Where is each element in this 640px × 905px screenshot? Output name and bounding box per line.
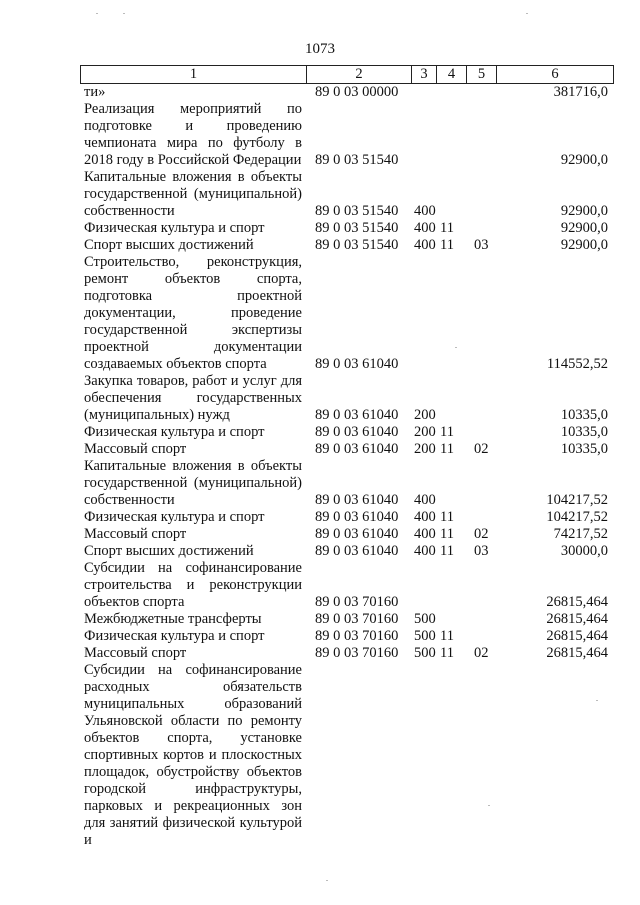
row-col3: 400	[414, 237, 436, 253]
row-col5: 03	[474, 543, 489, 559]
row-sum: 104217,52	[546, 509, 608, 525]
row-code: 89 0 03 51540	[315, 152, 399, 168]
row-sum: 30000,0	[560, 543, 608, 559]
table-header	[80, 65, 614, 84]
table-row	[80, 458, 614, 509]
scan-speck	[488, 805, 490, 806]
row-col4: 11	[440, 220, 454, 236]
row-col5: 02	[474, 441, 489, 457]
row-code: 89 0 03 51540	[315, 237, 399, 253]
scan-speck	[596, 700, 598, 701]
table-row	[80, 662, 614, 849]
scan-speck	[455, 347, 457, 348]
row-col4: 11	[440, 543, 454, 559]
row-name: Физическая культура и спорт	[84, 628, 265, 644]
table-row	[80, 237, 614, 254]
column-header-4: 4	[436, 66, 466, 83]
scan-speck	[526, 13, 528, 14]
row-col3: 500	[414, 645, 436, 661]
row-name: Физическая культура и спорт	[84, 424, 265, 440]
row-name: Физическая культура и спорт	[84, 509, 265, 525]
row-name: Массовый спорт	[84, 645, 187, 661]
row-col3: 200	[414, 441, 436, 457]
row-col4: 11	[440, 237, 454, 253]
row-col3: 400	[414, 203, 436, 219]
row-sum: 10335,0	[560, 424, 608, 440]
scan-speck	[123, 13, 125, 14]
scan-speck	[96, 13, 98, 14]
table-row	[80, 560, 614, 611]
row-code: 89 0 03 61040	[315, 526, 399, 542]
row-col4: 11	[440, 645, 454, 661]
row-sum: 92900,0	[560, 152, 608, 168]
column-header-2: 2	[306, 66, 411, 83]
row-code: 89 0 03 51540	[315, 203, 399, 219]
row-col4: 11	[440, 509, 454, 525]
row-col3: 400	[414, 526, 436, 542]
table-row	[80, 645, 614, 662]
column-header-5: 5	[466, 66, 496, 83]
row-name: Массовый спорт	[84, 441, 187, 457]
row-name: Субсидии на софинансирование расходных обязательств муниципальных образований Ульяновской области по ремонту объектов спорта, установке спортивных кортов и плоскостных площадок, обустройству объектов городской инфраструктуры, парковых и рекреационных зон для занятий физической культурой и	[84, 662, 302, 848]
row-sum: 92900,0	[560, 237, 608, 253]
row-code: 89 0 03 61040	[315, 441, 399, 457]
row-name: Капитальные вложения в объекты государственной (муниципальной) собственности	[84, 458, 302, 508]
column-header-1: 1	[189, 66, 198, 82]
row-code: 89 0 03 61040	[315, 407, 399, 423]
row-col4: 11	[440, 441, 454, 457]
table-row	[80, 441, 614, 458]
row-sum: 26815,464	[546, 628, 608, 644]
row-code: 89 0 03 70160	[315, 611, 399, 627]
table-row	[80, 628, 614, 645]
table-row	[80, 373, 614, 424]
row-name: Субсидии на софинансирование строительства и реконструкции объектов спорта	[84, 560, 302, 610]
table-row	[80, 611, 614, 628]
row-name: Капитальные вложения в объекты государственной (муниципальной) собственности	[84, 169, 302, 219]
row-code: 89 0 03 61040	[315, 356, 399, 372]
row-name: Строительство, реконструкция, ремонт объектов спорта, подготовка проектной документации, проведение государственной экспертизы проектной документации создаваемых объектов спорта	[84, 254, 302, 372]
row-col3: 500	[414, 611, 436, 627]
row-col3: 500	[414, 628, 436, 644]
row-col3: 400	[414, 220, 436, 236]
row-sum: 104217,52	[546, 492, 608, 508]
column-header-3: 3	[411, 66, 436, 83]
budget-table-body	[80, 84, 614, 849]
row-sum: 26815,464	[546, 611, 608, 627]
row-col3: 400	[414, 543, 436, 559]
row-sum: 92900,0	[560, 220, 608, 236]
row-col3: 400	[414, 492, 436, 508]
row-code: 89 0 03 70160	[315, 645, 399, 661]
row-col4: 11	[440, 526, 454, 542]
row-code: 89 0 03 70160	[315, 628, 399, 644]
table-row	[80, 509, 614, 526]
row-name: Межбюджетные трансферты	[84, 611, 262, 627]
row-name: ти»	[84, 84, 106, 100]
table-row	[80, 101, 614, 169]
row-sum: 26815,464	[546, 594, 608, 610]
row-sum: 26815,464	[546, 645, 608, 661]
row-sum: 92900,0	[560, 203, 608, 219]
row-col5: 03	[474, 237, 489, 253]
table-row	[80, 424, 614, 441]
row-name: Спорт высших достижений	[84, 237, 254, 253]
row-sum: 74217,52	[553, 526, 608, 542]
row-code: 89 0 03 51540	[315, 220, 399, 236]
row-col3: 200	[414, 424, 436, 440]
row-code: 89 0 03 61040	[315, 492, 399, 508]
table-row	[80, 169, 614, 220]
row-col3: 400	[414, 509, 436, 525]
scan-speck	[326, 880, 328, 881]
row-code: 89 0 03 61040	[315, 424, 399, 440]
row-name: Массовый спорт	[84, 526, 187, 542]
table-row	[80, 254, 614, 373]
row-col4: 11	[440, 628, 454, 644]
table-row	[80, 84, 614, 101]
table-row	[80, 543, 614, 560]
row-code: 89 0 03 70160	[315, 594, 399, 610]
row-code: 89 0 03 61040	[315, 509, 399, 525]
table-row	[80, 526, 614, 543]
row-sum: 114552,52	[546, 356, 608, 372]
table-row	[80, 220, 614, 237]
row-code: 89 0 03 00000	[315, 84, 399, 100]
row-sum: 10335,0	[560, 441, 608, 457]
row-sum: 10335,0	[560, 407, 608, 423]
column-header-6: 6	[496, 66, 613, 83]
page-number: 1073	[305, 41, 335, 57]
row-col5: 02	[474, 645, 489, 661]
row-col3: 200	[414, 407, 436, 423]
row-name: Закупка товаров, работ и услуг для обеспечения государственных (муниципальных) нужд	[84, 373, 302, 423]
row-name: Спорт высших достижений	[84, 543, 254, 559]
row-col5: 02	[474, 526, 489, 542]
row-name: Физическая культура и спорт	[84, 220, 265, 236]
row-name: Реализация мероприятий по подготовке и проведению чемпионата мира по футболу в 2018 году в Российской Федерации	[84, 101, 302, 168]
row-code: 89 0 03 61040	[315, 543, 399, 559]
row-sum: 381716,0	[553, 84, 608, 100]
row-col4: 11	[440, 424, 454, 440]
